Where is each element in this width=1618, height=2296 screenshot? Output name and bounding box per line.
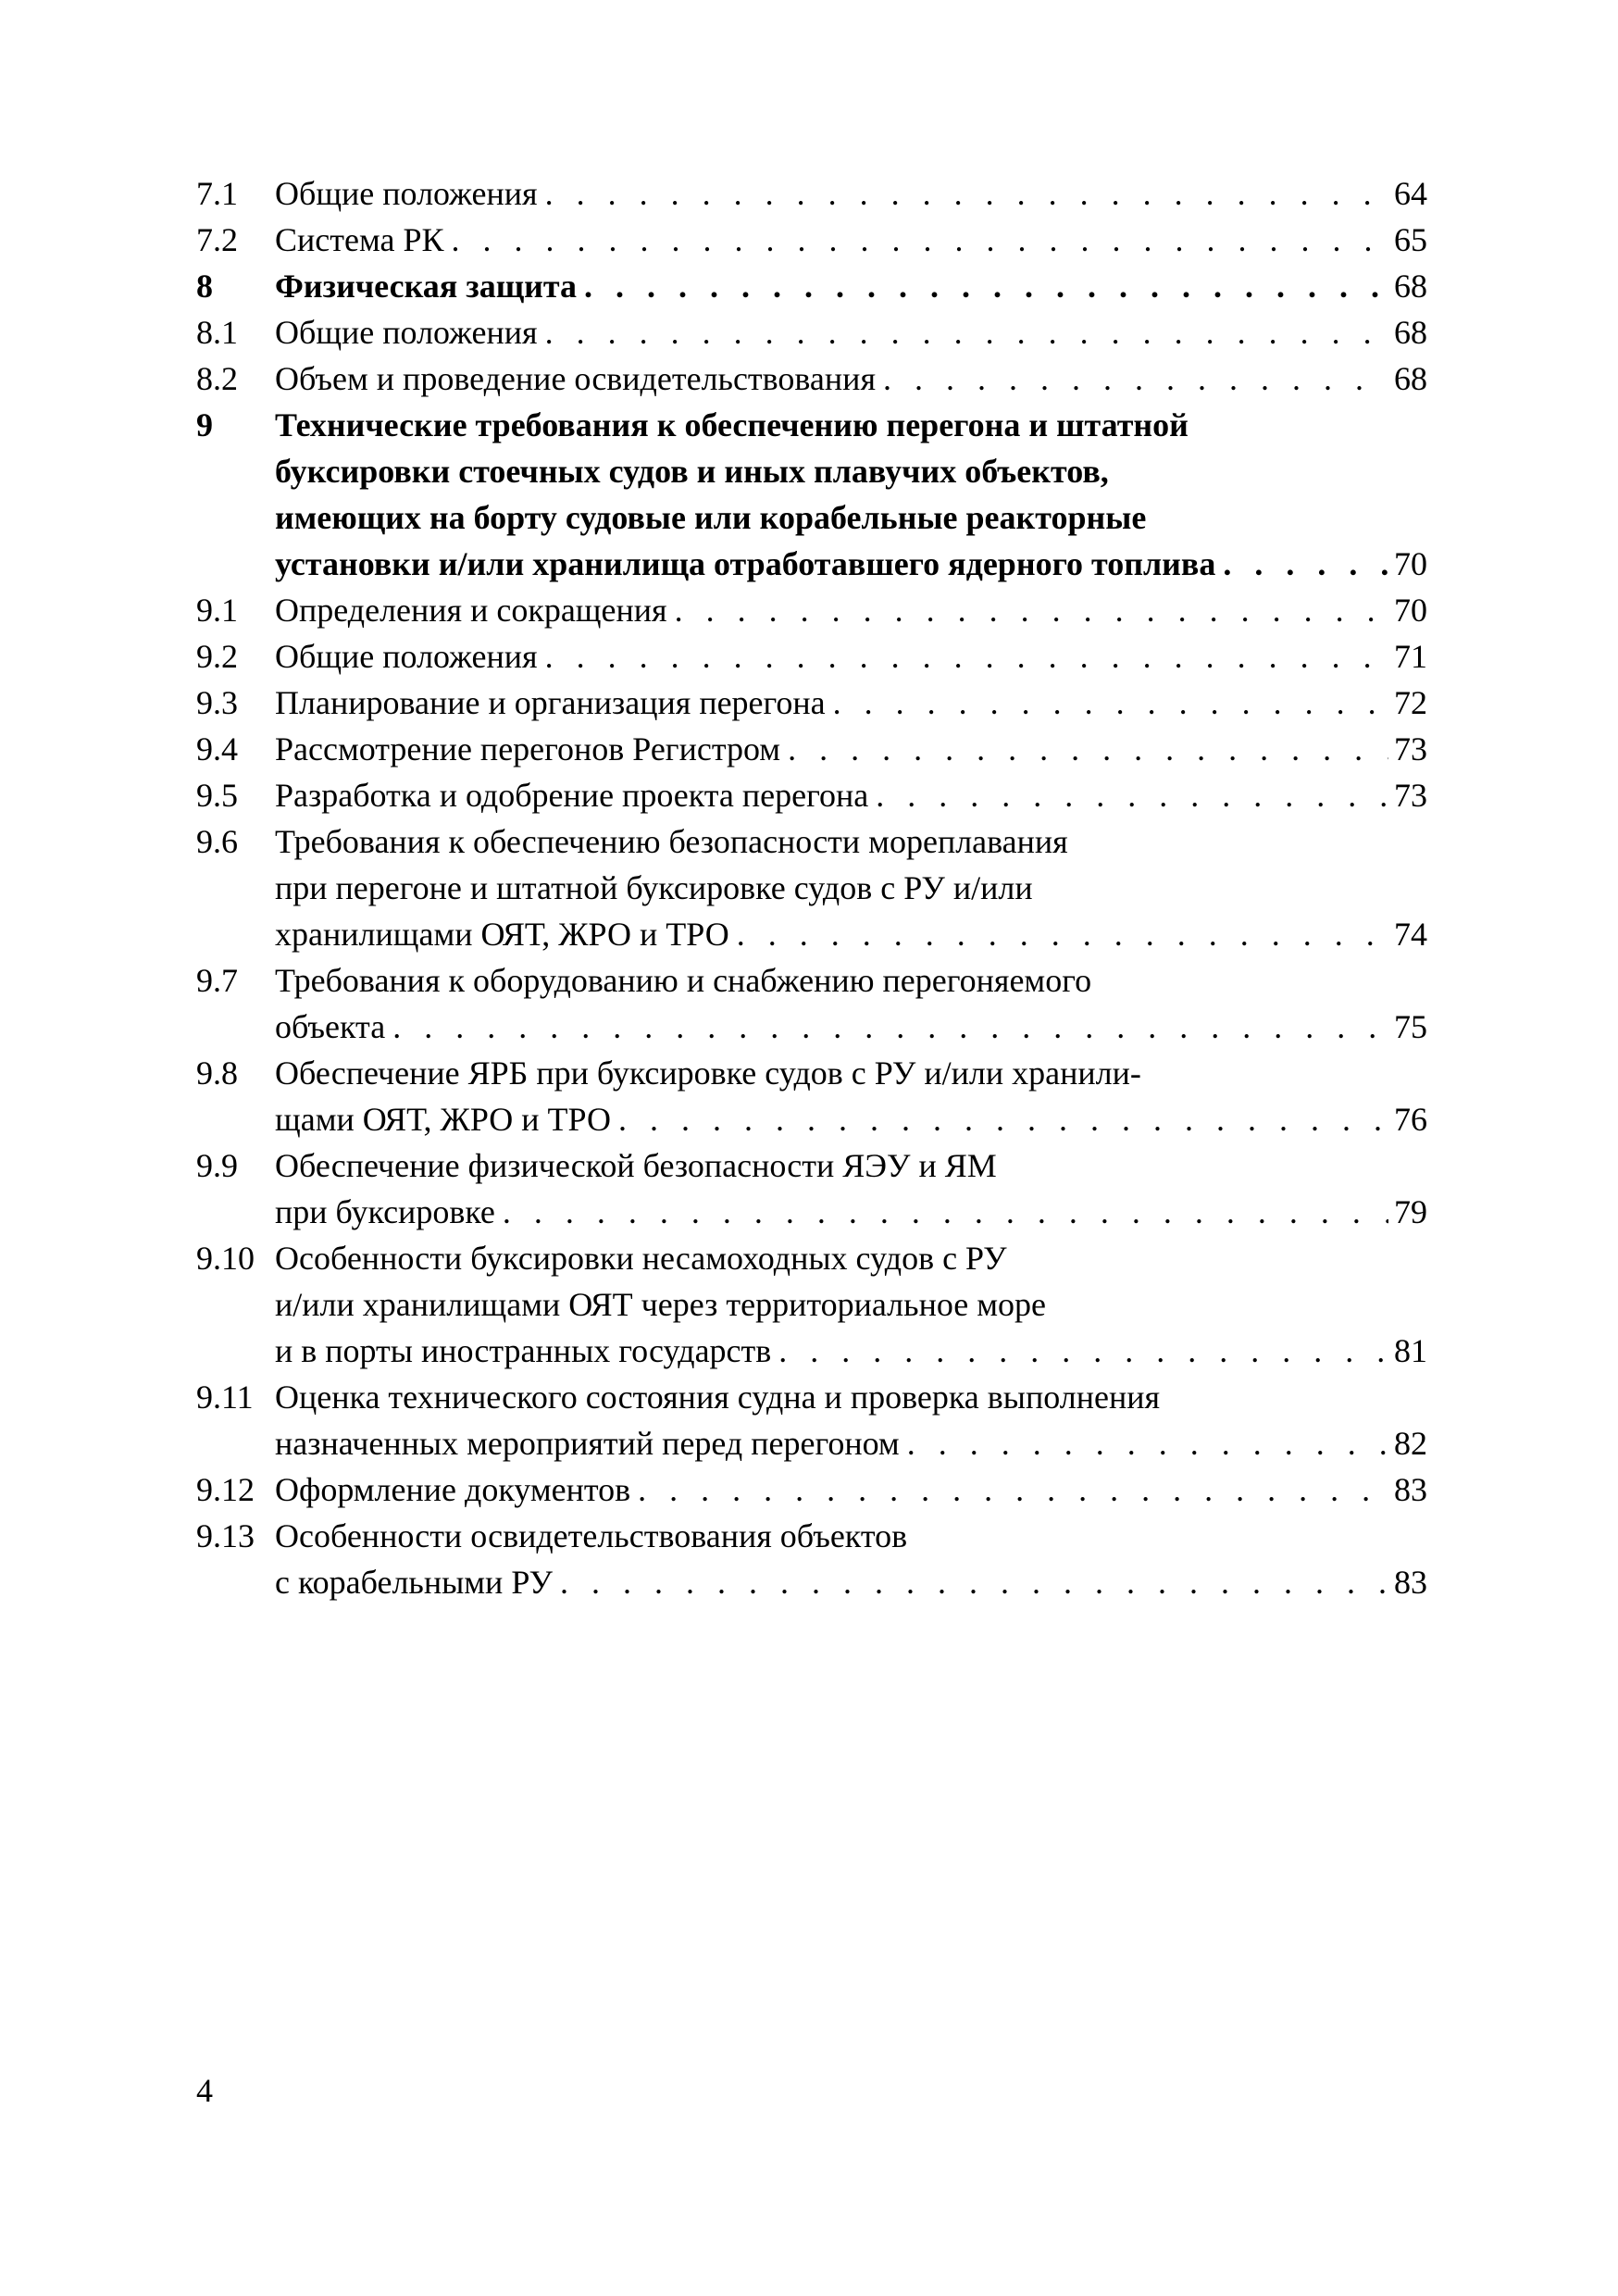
- toc-entry-number: 8.1: [196, 314, 238, 351]
- toc-entry-page-number: 79: [1394, 1193, 1427, 1230]
- toc-entry-title-line: Требования к обеспечению безопасности мореплавания: [275, 823, 1068, 860]
- toc-entry-number: 9.3: [196, 684, 238, 721]
- toc-entry: [196, 1466, 1427, 1513]
- toc-entry: [196, 1513, 1427, 1605]
- toc-entry-title-text: Общие положения: [275, 638, 538, 675]
- dot-leader: [560, 1559, 1388, 1605]
- toc-entry-title-line: Обеспечение ЯРБ при буксировке судов с РУ и/или хранили-: [275, 1054, 1141, 1092]
- toc-entry-page-number: 70: [1394, 592, 1427, 629]
- toc-entry-number: 9.2: [196, 638, 238, 675]
- dot-leader: [883, 356, 1388, 402]
- toc-entry-number: 9.13: [196, 1517, 255, 1554]
- dot-leader: [675, 587, 1388, 633]
- toc-entry-title-text: Рассмотрение перегонов Регистром: [275, 730, 781, 767]
- toc-entry-title-text: и в порты иностранных государств: [275, 1332, 772, 1369]
- toc-entry-number: 8.2: [196, 360, 238, 397]
- toc-entry-page-number: 71: [1394, 638, 1427, 675]
- toc-entry-title-line: [275, 772, 1427, 818]
- toc-entry: [196, 1050, 1427, 1142]
- toc-entry-page-number: 72: [1394, 684, 1427, 721]
- toc-entry-page-number: 68: [1394, 268, 1427, 305]
- toc-entry-title-text: Определения и сокращения: [275, 592, 667, 629]
- toc-entry-title-text: назначенных мероприятий перед перегоном: [275, 1425, 900, 1462]
- toc-entry-page-number: 73: [1394, 777, 1427, 814]
- toc-entry-number: 9.9: [196, 1147, 238, 1184]
- dot-leader: [778, 1328, 1388, 1374]
- toc-entry: [196, 680, 1427, 726]
- toc-entry-number: 7.2: [196, 221, 238, 258]
- dot-leader: [876, 772, 1388, 818]
- toc-entry-page-number: 68: [1394, 314, 1427, 351]
- toc-entry-title-line: [275, 1466, 1427, 1513]
- dot-leader: [584, 263, 1388, 309]
- toc-entry-title-line: Особенности буксировки несамоходных судов с РУ: [275, 1240, 1007, 1277]
- toc-entry-title-line: [275, 263, 1427, 309]
- toc-entry-title-text: Планирование и организация перегона: [275, 684, 826, 721]
- toc-entry: [196, 217, 1427, 263]
- toc-entry-page-number: 75: [1394, 1008, 1427, 1045]
- toc-entry-title-line: Оценка технического состояния судна и проверка выполнения: [275, 1379, 1161, 1416]
- toc-entry: [196, 957, 1427, 1050]
- toc-entry-title-line: [275, 726, 1427, 772]
- toc-entry-title-line: [275, 1420, 1427, 1466]
- toc-entry-title-text: Разработка и одобрение проекта перегона: [275, 777, 869, 814]
- toc-entry-title-line: [275, 217, 1427, 263]
- toc-entry-page-number: 73: [1394, 730, 1427, 767]
- toc-entry: [196, 1235, 1427, 1374]
- toc-entry-page-number: 70: [1394, 545, 1427, 582]
- toc-entry-number: 9.1: [196, 592, 238, 629]
- toc-entry-number: 9.7: [196, 962, 238, 999]
- toc-entry-number: 9: [196, 406, 213, 443]
- toc-entry-page-number: 68: [1394, 360, 1427, 397]
- table-of-contents: [196, 170, 1427, 1605]
- toc-entry-number: 9.11: [196, 1379, 254, 1416]
- toc-entry-title-line: [275, 309, 1427, 356]
- toc-entry-title-text: Общие положения: [275, 314, 538, 351]
- dot-leader: [907, 1420, 1388, 1466]
- dot-leader: [737, 911, 1388, 957]
- page-number: 4: [196, 2072, 213, 2109]
- toc-entry-title-line: [275, 1096, 1427, 1142]
- toc-entry: [196, 263, 1427, 309]
- toc-entry-title-line: Технические требования к обеспечению перегона и штатной: [275, 406, 1189, 443]
- toc-entry-page-number: 74: [1394, 916, 1427, 953]
- toc-entry-number: 7.1: [196, 175, 238, 212]
- toc-entry: [196, 587, 1427, 633]
- toc-entry-number: 8: [196, 268, 213, 305]
- dot-leader: [1223, 541, 1388, 587]
- toc-entry-page-number: 82: [1394, 1425, 1427, 1462]
- toc-entry: [196, 356, 1427, 402]
- toc-entry-number: 9.4: [196, 730, 238, 767]
- toc-entry: [196, 170, 1427, 217]
- toc-entry-title-line: [275, 1004, 1427, 1050]
- toc-entry-title-line: [275, 680, 1427, 726]
- dot-leader: [788, 726, 1388, 772]
- toc-entry-title-text: объекта: [275, 1008, 386, 1045]
- toc-entry-title-text: с корабельными РУ: [275, 1564, 553, 1601]
- toc-entry-title-text: Общие положения: [275, 175, 538, 212]
- toc-entry-title-line: [275, 541, 1427, 587]
- dot-leader: [833, 680, 1388, 726]
- toc-entry-title-line: [275, 587, 1427, 633]
- toc-entry-title-line: [275, 170, 1427, 217]
- toc-entry-title-text: Физическая защита: [275, 268, 577, 305]
- toc-entry-title-text: установки и/или хранилища отработавшего ядерного топлива: [275, 545, 1216, 582]
- toc-entry-title-line: при перегоне и штатной буксировке судов с РУ и/или: [275, 869, 1033, 906]
- dot-leader: [452, 217, 1388, 263]
- toc-entry: [196, 818, 1427, 957]
- toc-entry-title-line: Требования к оборудованию и снабжению перегоняемого: [275, 962, 1092, 999]
- toc-entry-title-text: при буксировке: [275, 1193, 495, 1230]
- toc-entry: [196, 772, 1427, 818]
- dot-leader: [503, 1189, 1388, 1235]
- toc-entry-title-line: [275, 1559, 1427, 1605]
- toc-entry-title-line: [275, 1189, 1427, 1235]
- toc-entry-title-line: буксировки стоечных судов и иных плавучих объектов,: [275, 453, 1109, 490]
- toc-entry: [196, 402, 1427, 587]
- toc-entry-title-text: Оформление документов: [275, 1471, 631, 1508]
- toc-entry-title-text: щами ОЯТ, ЖРО и ТРО: [275, 1101, 611, 1138]
- dot-leader: [392, 1004, 1388, 1050]
- dot-leader: [545, 633, 1388, 680]
- toc-entry-title-line: Обеспечение физической безопасности ЯЭУ и ЯМ: [275, 1147, 997, 1184]
- toc-entry-page-number: 76: [1394, 1101, 1427, 1138]
- toc-entry-title-line: [275, 1328, 1427, 1374]
- dot-leader: [618, 1096, 1388, 1142]
- toc-entry-title-line: [275, 356, 1427, 402]
- dot-leader: [638, 1466, 1388, 1513]
- toc-entry-title-text: Система РК: [275, 221, 444, 258]
- toc-entry-page-number: 64: [1394, 175, 1427, 212]
- toc-entry-title-line: [275, 911, 1427, 957]
- toc-entry-page-number: 83: [1394, 1471, 1427, 1508]
- dot-leader: [545, 170, 1388, 217]
- toc-entry-title-line: [275, 633, 1427, 680]
- toc-entry: [196, 1142, 1427, 1235]
- toc-entry-number: 9.6: [196, 823, 238, 860]
- dot-leader: [545, 309, 1388, 356]
- toc-entry: [196, 309, 1427, 356]
- toc-entry-page-number: 81: [1394, 1332, 1427, 1369]
- toc-entry-page-number: 83: [1394, 1564, 1427, 1601]
- toc-entry-page-number: 65: [1394, 221, 1427, 258]
- toc-entry-number: 9.5: [196, 777, 238, 814]
- toc-entry-title-line: имеющих на борту судовые или корабельные реакторные: [275, 499, 1147, 536]
- toc-entry-title-line: Особенности освидетельствования объектов: [275, 1517, 908, 1554]
- toc-entry: [196, 726, 1427, 772]
- toc-entry: [196, 1374, 1427, 1466]
- toc-entry-number: 9.10: [196, 1240, 255, 1277]
- toc-entry-number: 9.8: [196, 1054, 238, 1092]
- toc-entry-title-line: и/или хранилищами ОЯТ через территориальное море: [275, 1286, 1047, 1323]
- toc-entry: [196, 633, 1427, 680]
- toc-entry-title-text: Объем и проведение освидетельствования: [275, 360, 877, 397]
- toc-entry-title-text: хранилищами ОЯТ, ЖРО и ТРО: [275, 916, 729, 953]
- toc-entry-number: 9.12: [196, 1471, 255, 1508]
